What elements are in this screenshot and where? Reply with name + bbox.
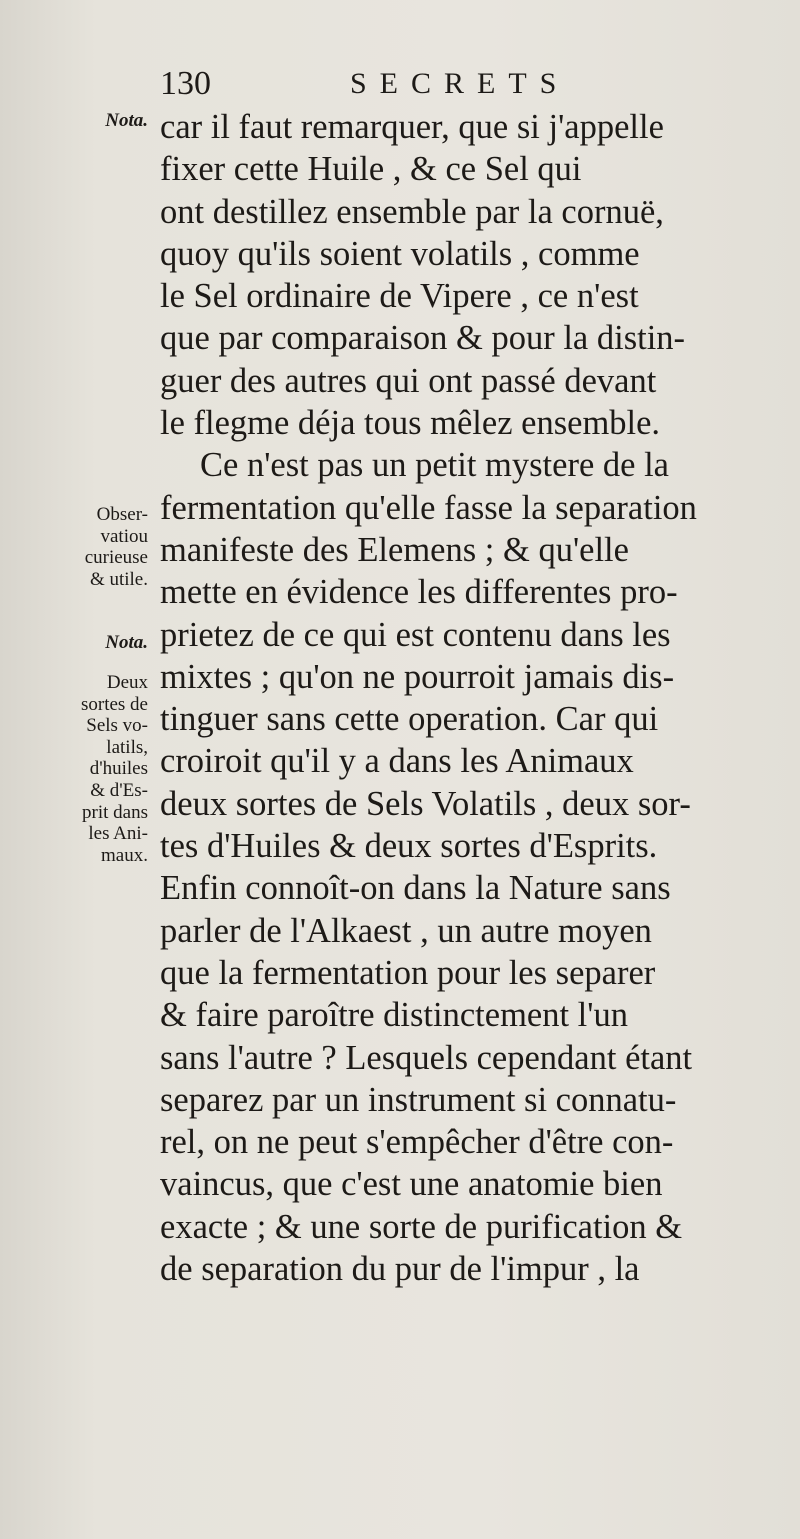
text-line: separez par un instrument si connatu-	[160, 1080, 677, 1119]
text-line: vaincus, que c'est une anatomie bien	[160, 1165, 663, 1204]
margin-note-line: Sels vo-	[86, 715, 148, 737]
margin-note-line: maux.	[101, 844, 148, 866]
margin-note-line: latils,	[106, 736, 148, 758]
margin-note-line: d'huiles	[89, 758, 148, 780]
running-head: SECRETS	[350, 67, 570, 100]
margin-note-line: vatiou	[100, 525, 148, 547]
margin-note-line: sortes de	[80, 693, 148, 715]
margin-note-line: les Ani-	[88, 823, 148, 845]
text-line: fermentation qu'elle fasse la separation	[160, 488, 697, 527]
margin-note-nota-second: Nota.	[105, 632, 148, 653]
text-line: & faire paroître distinctement l'un	[160, 996, 628, 1035]
text-line: ont destillez ensemble par la cornuë,	[160, 192, 664, 231]
text-line: fixer cette Huile , & ce Sel qui	[160, 150, 582, 189]
text-line: de separation du pur de l'impur , la	[160, 1250, 640, 1289]
text-line: guer des autres qui ont passé devant	[160, 361, 657, 400]
margin-note-line: Obser-	[96, 504, 148, 525]
text-line: manifeste des Elemens ; & qu'elle	[160, 530, 629, 569]
text-line: tinguer sans cette operation. Car qui	[160, 700, 659, 739]
margin-note-nota: Nota.	[105, 110, 148, 131]
page-header	[160, 62, 750, 106]
margin-note-line: & utile.	[89, 568, 148, 590]
margin-note-line: Deux	[106, 672, 148, 693]
text-line: rel, on ne peut s'empêcher d'être con-	[160, 1123, 674, 1162]
margin-note-deux-sortes	[81, 672, 148, 866]
margin-note-line: curieuse	[84, 547, 148, 569]
text-line: le flegme déja tous mêlez ensemble.	[160, 404, 661, 443]
page-number: 130	[160, 65, 211, 102]
body-text	[160, 106, 760, 1290]
text-line: car il faut remarquer, que si j'appelle	[160, 108, 664, 146]
margin-note-observation	[85, 504, 148, 590]
text-line: Enfin connoît-on dans la Nature sans	[160, 869, 671, 908]
text-line: prietez de ce qui est contenu dans les	[160, 615, 671, 654]
text-line: parler de l'Alkaest , un autre moyen	[160, 911, 652, 950]
text-line: deux sortes de Sels Volatils , deux sor-	[160, 784, 691, 823]
text-line: tes d'Huiles & deux sortes d'Esprits.	[160, 827, 658, 866]
text-line: exacte ; & une sorte de purification &	[160, 1207, 683, 1246]
margin-note-line: & d'Es-	[90, 779, 148, 801]
text-line: Ce n'est pas un petit mystere de la	[200, 446, 669, 485]
text-line: mette en évidence les differentes pro-	[160, 573, 678, 612]
margin-note-line: prit dans	[82, 801, 148, 823]
text-line: mixtes ; qu'on ne pourroit jamais dis-	[160, 657, 675, 696]
text-line: sans l'autre ? Lesquels cependant étant	[160, 1038, 693, 1077]
text-line: que la fermentation pour les separer	[160, 953, 656, 992]
text-line: le Sel ordinaire de Vipere , ce n'est	[160, 277, 639, 316]
text-line: quoy qu'ils soient volatils , comme	[160, 234, 640, 273]
text-line: croiroit qu'il y a dans les Animaux	[160, 742, 634, 781]
text-line: que par comparaison & pour la distin-	[160, 319, 686, 358]
